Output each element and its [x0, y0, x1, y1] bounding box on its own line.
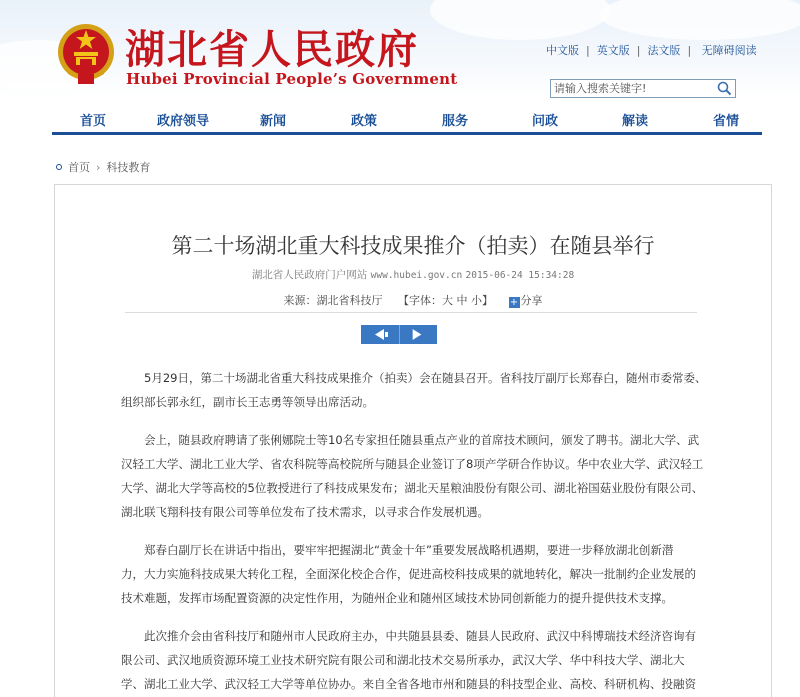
article-container — [54, 184, 772, 697]
article-paragraph — [121, 428, 704, 524]
site-title-chinese[interactable]: 湖北省人民政府 — [125, 26, 419, 73]
search-box — [550, 79, 736, 98]
nav-underline — [52, 132, 762, 135]
lang-separator: | — [636, 44, 641, 57]
paragraph-line: 此次推介会由省科技厅和随州市人民政府主办，中共随县县委、随县人民政府、武汉中科博瑞技术经济咨询有 — [144, 629, 696, 643]
search-input[interactable] — [551, 80, 713, 97]
article-title: 第二十场湖北重大科技成果推介（拍卖）在随县举行 — [171, 234, 655, 258]
nav-item-interpretation[interactable]: 解读 — [621, 114, 649, 129]
nav-item-news[interactable]: 新闻 — [259, 114, 287, 129]
paragraph-line: 组织部长郭永红，副市长王志勇等领导出席活动。 — [121, 395, 374, 409]
audio-pager — [361, 325, 437, 344]
article-domain: www.hubei.gov.cn — [370, 270, 463, 281]
share-button[interactable] — [509, 294, 543, 307]
breadcrumb-bullet-icon — [56, 164, 62, 170]
paragraph-line: 学、湖北工业大学、武汉轻工大学等单位协办。来自全省各地市州和随县的科技型企业、高校、科研机构、投融资 — [121, 677, 696, 691]
lang-link-french[interactable]: 法文版 — [647, 44, 681, 57]
language-links — [546, 44, 766, 58]
paragraph-line: 会上，随县政府聘请了张俐娜院士等10名专家担任随县重点产业的首席技术顾问，颁发了聘书。湖北大学、武 — [144, 433, 700, 447]
article-source: 来源：湖北省科技厅 — [283, 294, 383, 307]
lang-separator: | — [586, 44, 590, 57]
lang-link-english[interactable]: 英文版 — [596, 44, 630, 57]
font-size-large[interactable]: 大 — [442, 294, 453, 307]
font-size-control — [398, 294, 493, 307]
nav-item-inquiry[interactable]: 问政 — [531, 114, 559, 129]
paragraph-line: 汉轻工大学、湖北工业大学、省农科院等高校院所与随县企业签订了8项产学研合作协议。华中农业大学、武汉轻工 — [121, 457, 704, 471]
article-tools — [55, 292, 771, 308]
paragraph-line: 力，大力实施科技成果大转化工程，全面深化校企合作，促进高校科技成果的就地转化，解决一批制约企业发展的 — [121, 567, 696, 581]
article-site: 湖北省人民政府门户网站 — [251, 269, 368, 281]
divider — [125, 312, 697, 313]
article-paragraph — [121, 366, 707, 414]
national-emblem-icon[interactable] — [56, 22, 116, 86]
paragraph-line: 湖北联飞翔科技有限公司等单位发布了技术需求，以寻求合作发展机遇。 — [121, 505, 489, 519]
lang-separator: | — [687, 44, 692, 57]
lang-link-chinese[interactable]: 中文版 — [546, 44, 579, 57]
font-size-small[interactable]: 小 — [471, 294, 482, 307]
article-datetime: 2015-06-24 15:34:28 — [465, 270, 575, 281]
nav-item-province-info[interactable]: 省情 — [712, 114, 740, 129]
article-meta-line — [55, 267, 771, 282]
nav-item-home[interactable]: 首页 — [79, 114, 107, 129]
nav-item-policy[interactable]: 政策 — [350, 114, 378, 129]
site-header — [0, 0, 800, 100]
breadcrumb-current[interactable]: 科技教育 — [106, 161, 151, 174]
paragraph-line: 限公司、武汉地质资源环境工业技术研究院有限公司和湖北技术交易所承办，武汉大学、华中科技大学、湖北大 — [121, 653, 685, 667]
breadcrumb-home[interactable]: 首页 — [68, 161, 90, 174]
paragraph-line: 郑春白副厅长在讲话中指出，要牢牢把握湖北“黄金十年”重要发展战略机遇期，要进一步释放湖北创新潜 — [144, 543, 674, 557]
font-size-bracket: 】 — [482, 294, 493, 307]
search-icon[interactable] — [714, 80, 735, 97]
site-title-english[interactable]: Hubei Provincial People’s Government — [126, 70, 458, 88]
header-cloud-decoration — [600, 0, 800, 40]
share-plus-icon: + — [509, 297, 519, 308]
article-paragraph — [121, 624, 701, 696]
header-cloud-decoration — [430, 0, 610, 40]
paragraph-line: 技术难题，发挥市场配置资源的决定性作用，为随州企业和随州区域技术协同创新能力的提升提供技术支撑。 — [121, 591, 673, 605]
nav-item-leaders[interactable]: 政府领导 — [156, 114, 210, 129]
speaker-left-icon[interactable] — [361, 325, 399, 344]
font-size-label: 【字体： — [398, 294, 442, 307]
breadcrumb — [56, 159, 150, 175]
font-size-medium[interactable]: 中 — [456, 294, 468, 307]
nav-item-service[interactable]: 服务 — [441, 114, 469, 129]
paragraph-line: 5月29日，第二十场湖北省重大科技成果推介（拍卖）会在随县召开。省科技厅副厅长郑春白，随州市委常委、 — [144, 371, 707, 385]
lang-link-accessible[interactable]: 无障碍阅读 — [701, 44, 757, 57]
paragraph-line: 大学、湖北大学等高校的5位教授进行了科技成果发布；湖北天星粮油股份有限公司、湖北裕国菇业股份有限公司、 — [121, 481, 704, 495]
article-paragraph — [121, 538, 701, 610]
share-label: 分享 — [520, 294, 543, 307]
main-nav — [0, 100, 800, 136]
chevron-right-icon: › — [96, 160, 101, 174]
play-right-icon[interactable] — [399, 325, 437, 344]
